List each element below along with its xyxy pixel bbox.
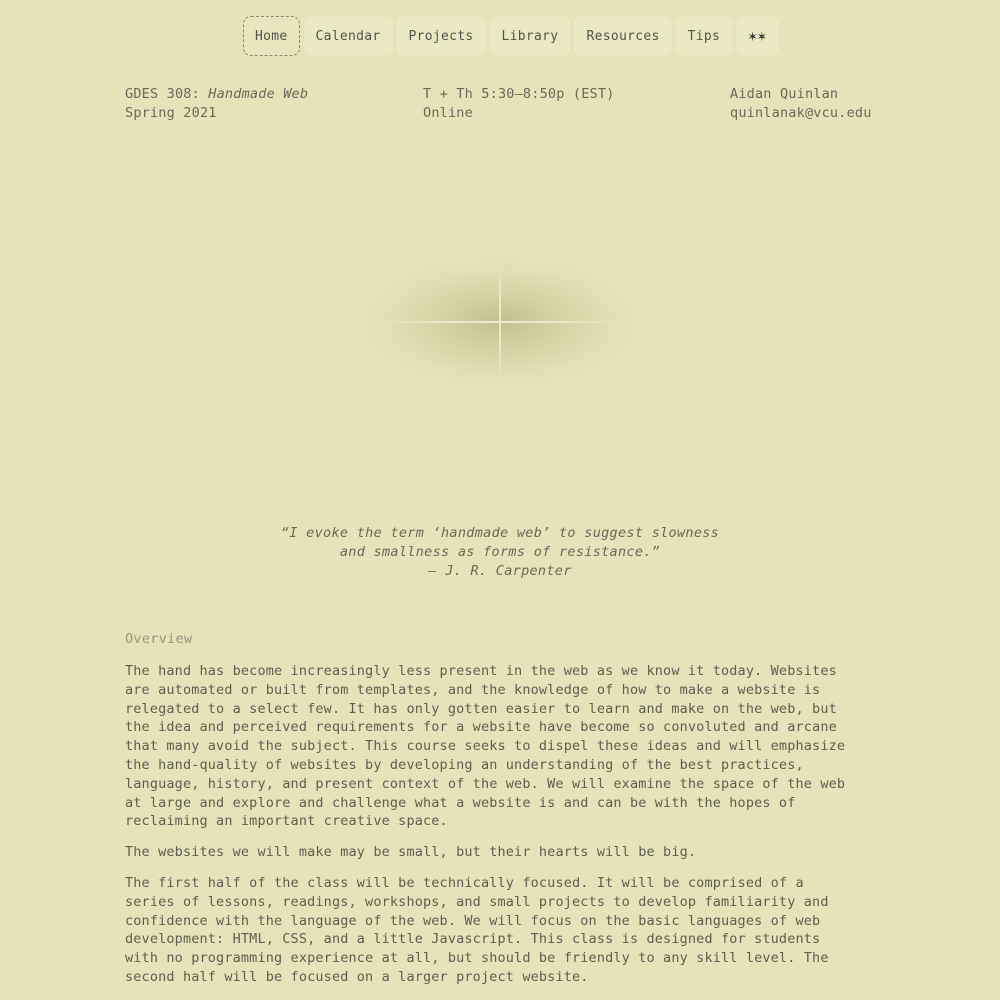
overview-paragraph-1 [125,662,845,831]
nav-home[interactable]: Home [243,16,300,56]
paragraph-line: development: HTML, CSS, and a little Javascript. This class is designed for students [125,931,821,948]
nav-projects[interactable]: Projects [397,16,486,56]
epigraph-quote [200,524,800,581]
instructor-email[interactable]: quinlanak@vcu.edu [730,105,872,121]
glow-crosshair-vertical [499,262,501,382]
nav-stars-icon[interactable]: ✶✶ [736,16,779,56]
schedule-info [423,85,615,123]
paragraph-line: are automated or built from templates, and the knowledge of how to make a website is [125,681,821,698]
paragraph-line: second half will be focused on a larger project website. [125,968,589,985]
course-name: Handmade Web [208,86,309,102]
paragraph-line: the hand-quality of websites by developing an understanding of the best practices, [125,756,804,773]
nav-calendar[interactable]: Calendar [304,16,393,56]
quote-line-1: “I evoke the term ‘handmade web’ to suggest slowness [280,525,720,541]
overview-paragraph-3 [125,874,829,987]
course-term: Spring 2021 [125,105,217,121]
nav-tips[interactable]: Tips [676,16,733,56]
course-info [125,85,308,123]
paragraph-line: language, history, and present context of the web. We will examine the space of the web [125,775,846,792]
paragraph-line: the idea and perceived requirements for a website have become so convoluted and arcane [125,719,837,736]
nav-resources[interactable]: Resources [574,16,671,56]
paragraph-line: at large and explore and challenge what a website is and can be with the hopes of [125,794,796,811]
overview-heading: Overview [125,631,193,647]
quote-attribution: — J. R. Carpenter [428,563,572,579]
nav-library[interactable]: Library [490,16,571,56]
main-nav [243,16,779,56]
course-code: GDES 308: [125,86,209,102]
paragraph-line: confidence with the language of the web. We will focus on the basic languages of web [125,912,821,929]
instructor-info [730,85,872,123]
paragraph-line: reclaiming an important creative space. [125,813,448,830]
overview-paragraph-2 [125,843,696,862]
course-location: Online [423,105,473,121]
paragraph-line: with no programming experience at all, but should be friendly to any skill level. The [125,950,829,967]
paragraph-line: that many avoid the subject. This course seeks to dispel these ideas and will emphasize [125,738,846,755]
paragraph-line: relegated to a select few. It has only gotten easier to learn and make on the web, but [125,700,837,717]
paragraph-line: series of lessons, readings, workshops, and small projects to develop familiarity and [125,893,829,910]
quote-line-2: and smallness as forms of resistance.” [339,544,661,560]
paragraph-line: The first half of the class will be technically focused. It will be comprised of a [125,875,804,891]
paragraph-line: The hand has become increasingly less present in the web as we know it today. Websites [125,663,837,679]
instructor-name: Aidan Quinlan [730,86,839,102]
course-title [125,85,308,104]
course-schedule: T + Th 5:30—8:50p (EST) [423,86,615,102]
paragraph-line: The websites we will make may be small, but their hearts will be big. [125,844,697,860]
